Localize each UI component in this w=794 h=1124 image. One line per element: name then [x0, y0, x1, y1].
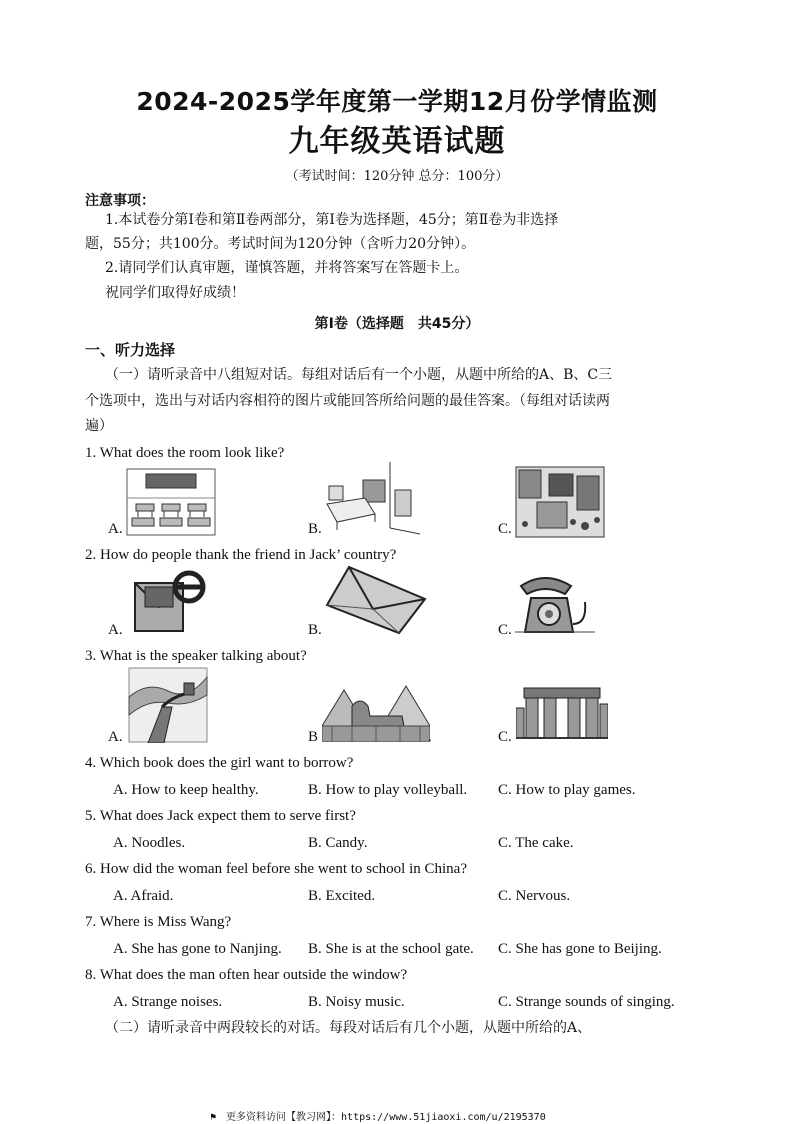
section1-title: 第Ⅰ卷（选择题 共45分） [314, 316, 480, 332]
stonehenge-picture [516, 680, 608, 742]
classroom-picture [126, 468, 216, 536]
question-5: 5. What does Jack expect them to serve first? [85, 808, 356, 824]
question-1: 1. What does the room look like? [85, 445, 285, 461]
footer-text: 更多资料访问【教习网】：https://www.51jiaoxi.com/u/2195370 [226, 1112, 546, 1123]
notes-line-4: 祝同学们取得好成绩！ [105, 285, 245, 301]
exam-title-line1: 2024-2025学年度第一学期12月份学情监测 [136, 87, 658, 116]
q6-option-a: A. Afraid. [113, 888, 174, 904]
q3-option-b-dot: . [428, 729, 432, 745]
q4-option-b: B. How to play volleyball. [308, 782, 468, 798]
q6-option-b: B. Excited. [308, 888, 376, 904]
q6-option-c: C. Nervous. [498, 888, 571, 904]
q8-option-c: C. Strange sounds of singing. [498, 994, 675, 1010]
q4-option-c: C. How to play games. [498, 782, 636, 798]
telephone-picture [515, 572, 595, 634]
section2-instruction-line-1: （二）请听录音中两段较长的对话。每段对话后有几个小题，从题中所给的A、 [105, 1020, 592, 1036]
footer-link[interactable] [210, 1108, 546, 1123]
letter-envelope-picture [325, 565, 427, 635]
exam-subtitle: （考试时间：120分钟 总分：100分） [285, 169, 509, 184]
instruction-line-1: （一）请听录音中八组短对话。每组对话后有一个小题，从题中所给的A、B、C三 [105, 367, 613, 383]
question-3: 3. What is the speaker talking about? [85, 648, 307, 664]
bedroom-picture [325, 462, 420, 538]
q8-option-a: A. Strange noises. [113, 994, 223, 1010]
question-2: 2. How do people thank the friend in Jack’ country? [85, 547, 397, 563]
q1-option-b: B. [308, 521, 322, 537]
notes-line-2: 题，55分；共100分。考试时间为120分钟（含听力20分钟）。 [85, 236, 476, 252]
q5-option-a: A. Noodles. [113, 835, 186, 851]
q3-option-c: C. [498, 729, 512, 745]
notes-line-1: 1.本试卷分第Ⅰ卷和第Ⅱ卷两部分，第Ⅰ卷为选择题，45分；第Ⅱ卷为非选择 [105, 212, 559, 228]
question-6: 6. How did the woman feel before she went to school in China? [85, 861, 467, 877]
q7-option-b: B. She is at the school gate. [308, 941, 474, 957]
part-heading: 一、听力选择 [85, 341, 176, 359]
q1-option-a: A. [108, 521, 123, 537]
notes-line-3: 2.请同学们认真审题，谨慎答题，并将答案写在答题卡上。 [105, 260, 469, 276]
question-4: 4. Which book does the girl want to borrow? [85, 755, 354, 771]
q5-option-c: C. The cake. [498, 835, 574, 851]
question-7: 7. Where is Miss Wang? [85, 914, 232, 930]
q3-option-b: B [308, 729, 319, 745]
flag-icon: ⚑ [210, 1112, 217, 1123]
instruction-line-2: 个选项中，选出与对话内容相符的图片或能回答所给问题的最佳答案。（每组对话读两 [85, 393, 610, 409]
question-8: 8. What does the man often hear outside the window? [85, 967, 408, 983]
q2-option-a: A. [108, 622, 123, 638]
q2-option-c: C. [498, 622, 512, 638]
q4-option-a: A. How to keep healthy. [113, 782, 259, 798]
q7-option-c: C. She has gone to Beijing. [498, 941, 662, 957]
email-picture [133, 565, 208, 635]
q1-option-c: C. [498, 521, 512, 537]
great-wall-picture [128, 667, 208, 743]
q8-option-b: B. Noisy music. [308, 994, 405, 1010]
exam-title-line2: 九年级英语试题 [288, 124, 506, 159]
q5-option-b: B. Candy. [308, 835, 368, 851]
notes-heading: 注意事项： [85, 193, 155, 209]
instruction-line-3: 遍） [85, 418, 113, 434]
messy-room-picture [515, 466, 605, 538]
pyramids-sphinx-picture [322, 676, 430, 742]
q3-option-a: A. [108, 729, 123, 745]
q2-option-b: B. [308, 622, 322, 638]
q7-option-a: A. She has gone to Nanjing. [113, 941, 282, 957]
